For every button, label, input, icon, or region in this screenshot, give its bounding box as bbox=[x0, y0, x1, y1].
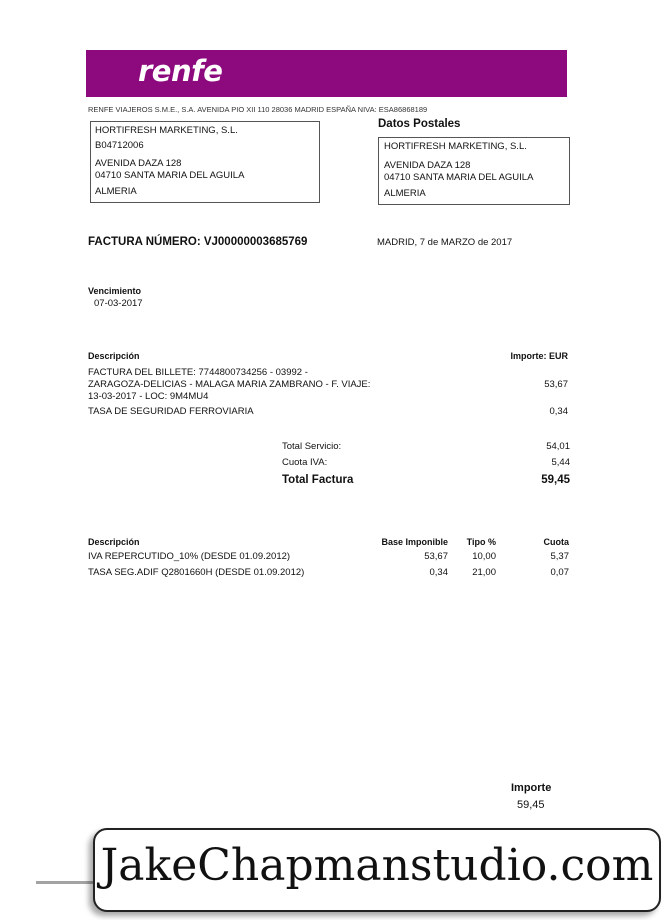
due-label: Vencimiento bbox=[88, 286, 142, 296]
postal-title: Datos Postales bbox=[378, 118, 461, 130]
item-amount: 53,67 bbox=[544, 379, 568, 390]
client-city: ALMERIA bbox=[95, 186, 137, 197]
company-line: RENFE VIAJEROS S.M.E., S.A. AVENIDA PIO XII 110 28036 MADRID ESPAÑA NIVA: ESA86868189 bbox=[88, 105, 428, 114]
due-date: 07-03-2017 bbox=[94, 298, 143, 309]
renfe-logo: renfe bbox=[138, 54, 223, 88]
client-name: HORTIFRESH MARKETING, S.L. bbox=[95, 125, 238, 136]
vat-label: Cuota IVA: bbox=[282, 457, 328, 468]
tax-row-base: 0,34 bbox=[429, 567, 448, 578]
tax-col-rate: Tipo % bbox=[466, 537, 496, 547]
total-invoice-label: Total Factura bbox=[282, 474, 354, 486]
items-col-description: Descripción bbox=[88, 351, 140, 361]
item-line: 13-03-2017 - LOC: 9M4MU4 bbox=[88, 391, 209, 402]
summary-label: Importe bbox=[511, 782, 552, 794]
vat-value: 5,44 bbox=[551, 457, 570, 468]
client-address-box bbox=[90, 121, 320, 203]
postal-address2: 04710 SANTA MARIA DEL AGUILA bbox=[384, 172, 534, 183]
header-banner bbox=[86, 50, 567, 97]
invoice-date: MADRID, 7 de MARZO de 2017 bbox=[377, 237, 513, 248]
client-address2: 04710 SANTA MARIA DEL AGUILA bbox=[95, 170, 245, 181]
tax-col-base: Base Imponible bbox=[381, 537, 448, 547]
total-invoice-value: 59,45 bbox=[541, 474, 570, 486]
tax-row-quota: 5,37 bbox=[550, 551, 569, 562]
postal-address-box bbox=[378, 137, 570, 205]
tax-row-rate: 10,00 bbox=[472, 551, 496, 562]
postal-city: ALMERIA bbox=[384, 188, 426, 199]
tax-row-description: IVA REPERCUTIDO_10% (DESDE 01.09.2012) bbox=[88, 551, 291, 562]
item-line: ZARAGOZA-DELICIAS - MALAGA MARIA ZAMBRANO - F. VIAJE: bbox=[88, 379, 371, 390]
tax-row-description: TASA SEG.ADIF Q2801660H (DESDE 01.09.2012) bbox=[88, 567, 305, 578]
watermark-banner bbox=[93, 828, 661, 912]
total-service-label: Total Servicio: bbox=[282, 441, 342, 452]
total-service-value: 54,01 bbox=[546, 441, 570, 452]
tax-col-description: Descripción bbox=[88, 537, 140, 547]
item-line: FACTURA DEL BILLETE: 7744800734256 - 03992 - bbox=[88, 367, 308, 378]
postal-address1: AVENIDA DAZA 128 bbox=[384, 160, 471, 171]
items-col-amount: Importe: EUR bbox=[510, 351, 568, 361]
invoice-number: FACTURA NÚMERO: VJ00000003685769 bbox=[88, 236, 308, 248]
client-address1: AVENIDA DAZA 128 bbox=[95, 158, 182, 169]
postal-name: HORTIFRESH MARKETING, S.L. bbox=[384, 141, 527, 152]
watermark-text: JakeChapmanstudio.com bbox=[100, 840, 654, 891]
tax-row-base: 53,67 bbox=[424, 551, 448, 562]
client-nif: B04712006 bbox=[95, 140, 144, 151]
item-amount: 0,34 bbox=[549, 406, 568, 417]
summary-value: 59,45 bbox=[517, 799, 545, 811]
tax-row-rate: 21,00 bbox=[472, 567, 496, 578]
tax-row-quota: 0,07 bbox=[550, 567, 569, 578]
tax-col-quota: Cuota bbox=[543, 537, 569, 547]
item-line: TASA DE SEGURIDAD FERROVIARIA bbox=[88, 406, 254, 417]
